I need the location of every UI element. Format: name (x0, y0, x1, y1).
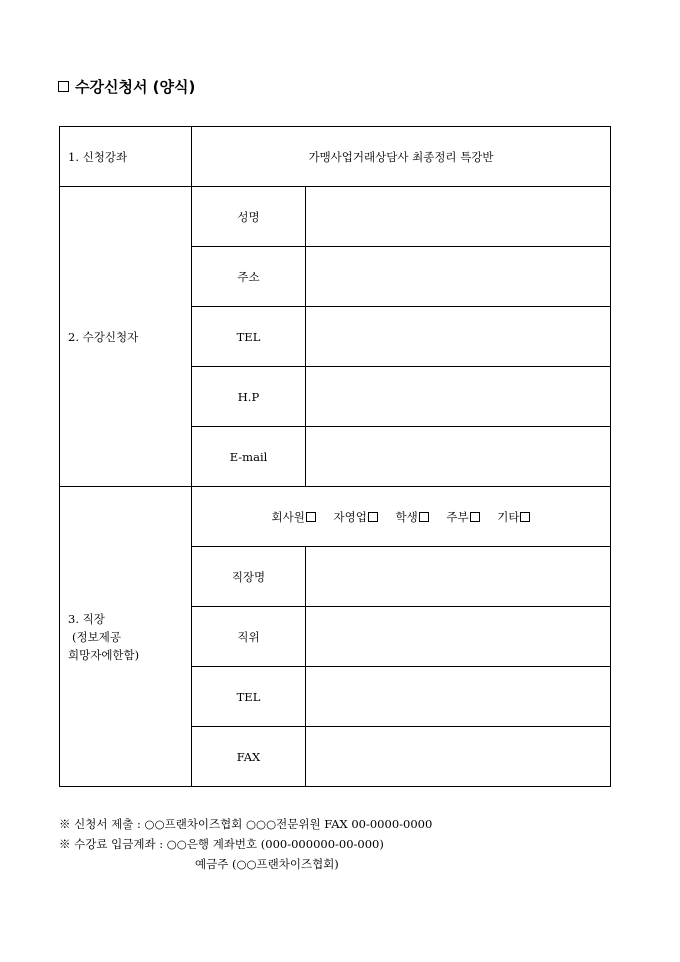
applicant-row (60, 187, 611, 247)
address-label: 주소 (192, 247, 306, 307)
company-fax-label: FAX (192, 727, 306, 787)
position-label: 직위 (192, 607, 306, 667)
job-label (60, 487, 192, 787)
notes (59, 814, 432, 874)
name-field[interactable] (306, 187, 611, 247)
job-label-line1: 3. 직장 (68, 611, 105, 626)
company-tel-field[interactable] (306, 667, 611, 727)
application-form-table (59, 126, 611, 787)
submission-note: ※ 신청서 제출 : ○○프랜차이즈협회 ○○○전문위원 FAX 00-0000-0000 (59, 817, 433, 831)
name-label: 성명 (192, 187, 306, 247)
checkbox-icon[interactable] (470, 512, 480, 522)
account-holder-note: 예금주 (○○프랜차이즈협회) (195, 857, 339, 871)
course-value: 가맹사업거래상담사 최종정리 특강반 (192, 127, 611, 187)
tel-field[interactable] (306, 307, 611, 367)
address-field[interactable] (306, 247, 611, 307)
email-field[interactable] (306, 427, 611, 487)
company-tel-label: TEL (192, 667, 306, 727)
job-label-line2: (정보제공 (72, 629, 121, 644)
payment-account-note: ※ 수강료 입금계좌 : ○○은행 계좌번호 (000-000000-00-000) (59, 837, 384, 851)
company-name-label: 직장명 (192, 547, 306, 607)
checkbox-icon[interactable] (306, 512, 316, 522)
checkbox-icon[interactable] (520, 512, 530, 522)
mobile-field[interactable] (306, 367, 611, 427)
company-name-field[interactable] (306, 547, 611, 607)
checkbox-icon[interactable] (419, 512, 429, 522)
applicant-label: 2. 수강신청자 (60, 187, 192, 487)
occupation-option-other[interactable]: 기타 (497, 509, 530, 525)
job-label-line3: 희망자에한함) (68, 647, 140, 662)
form-title (58, 76, 195, 97)
checkbox-square-icon (58, 81, 69, 92)
position-field[interactable] (306, 607, 611, 667)
occupation-options (192, 487, 611, 547)
occupation-option-employee[interactable]: 회사원 (272, 509, 316, 525)
course-row (60, 127, 611, 187)
course-label: 1. 신청강좌 (60, 127, 192, 187)
checkbox-icon[interactable] (368, 512, 378, 522)
email-label: E-mail (192, 427, 306, 487)
occupation-option-homemaker[interactable]: 주부 (446, 509, 479, 525)
occupation-option-selfemployed[interactable]: 자영업 (334, 509, 378, 525)
form-title-text: 수강신청서 (양식) (75, 78, 196, 96)
occupation-option-student[interactable]: 학생 (396, 509, 429, 525)
mobile-label: H.P (192, 367, 306, 427)
company-fax-field[interactable] (306, 727, 611, 787)
tel-label: TEL (192, 307, 306, 367)
job-row (60, 487, 611, 547)
